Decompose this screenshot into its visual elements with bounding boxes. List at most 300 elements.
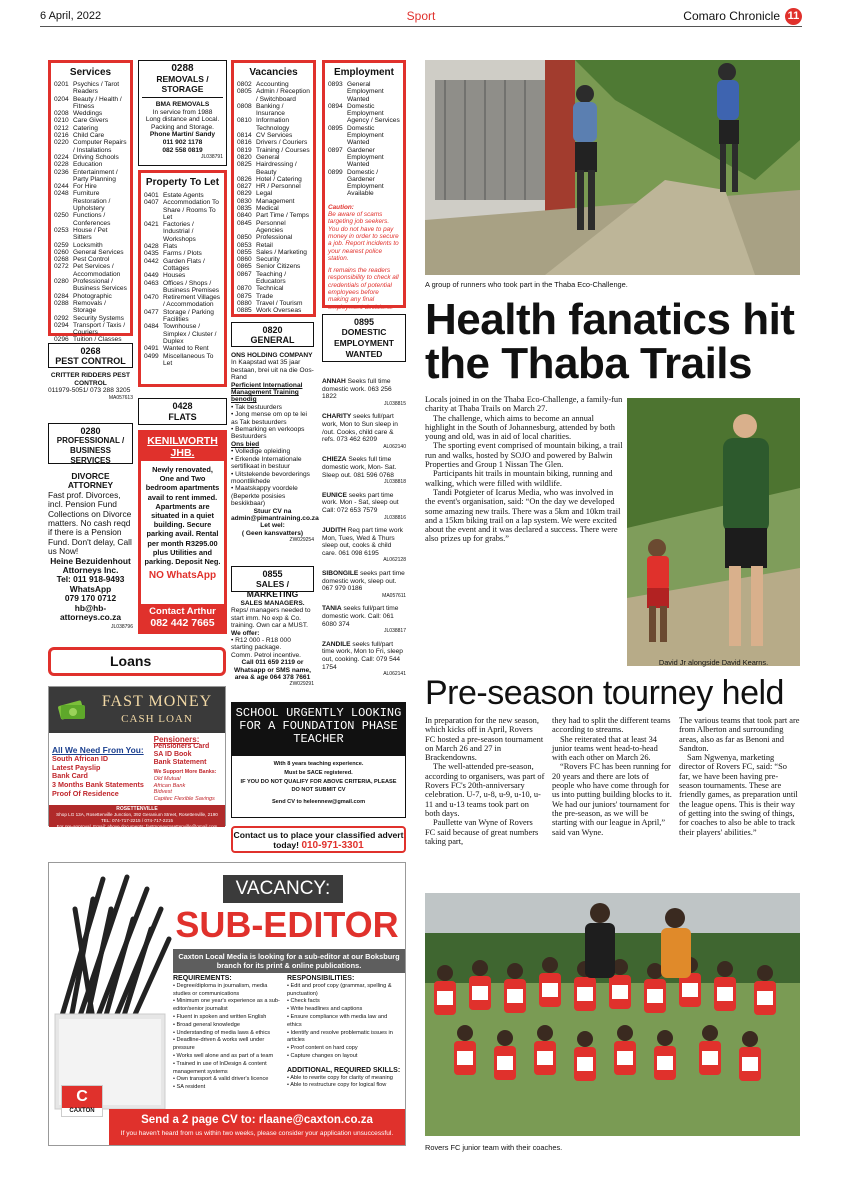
property-item — [144, 280, 221, 295]
contact-phone: 010-971-3301 — [301, 840, 364, 851]
vacancies-label: Teaching / Educators — [256, 270, 287, 286]
property-list — [144, 192, 221, 367]
kenilworth-phone: 082 442 7665 — [150, 617, 215, 629]
services-label: Photographic — [73, 292, 112, 300]
additional-list — [287, 1075, 403, 1091]
employment-label: Domestic / Gardener Employment Available — [347, 168, 384, 198]
domestic-title: DOMESTIC EMPLOYMENT WANTED — [334, 327, 394, 359]
player-head — [757, 965, 773, 981]
bank-item: African Bank — [153, 782, 186, 789]
services-label: Beauty / Health / Fitness — [73, 95, 122, 110]
ad-code: ZW029291 — [289, 681, 314, 688]
property-item — [144, 353, 221, 368]
removals-ad — [142, 101, 223, 154]
requirement-item: • Understanding of media laws & ethics — [173, 1029, 271, 1036]
services-item — [54, 263, 127, 278]
general-line: Perficient International Management Training benodig — [231, 381, 303, 404]
fast-money-footer — [49, 805, 225, 827]
responsibilities-title: RESPONSIBILITIES: — [287, 975, 355, 982]
responsibility-item: • Identify and resolve problematic issues in articles — [287, 1029, 393, 1044]
vacancy-note: If you haven't heard from us within two weeks, please consider your application unsuccessful. — [120, 1130, 394, 1137]
employment-item — [328, 169, 400, 198]
vacancies-code: 0819 — [237, 146, 252, 154]
paragraph: She reiterated that at least 34 junior teams went head-to-head with each other on March 26. — [552, 734, 658, 763]
paragraph: The challenge, which aims to become an annual highlight in the South of Johannesburg, attended by both young and old, was in aid of local charities. — [425, 413, 615, 442]
responsibility-item: • Check facts — [287, 998, 320, 1005]
pensioner-item: Bank Statement — [153, 759, 207, 766]
domestic-ad-name: EUNICE — [322, 491, 347, 499]
removals-line: In service from 1988 — [152, 108, 213, 116]
sales-box — [231, 566, 314, 599]
property-label: Miscellaneous To Let — [163, 352, 214, 367]
domestic-ad-name: ANNAH — [322, 378, 346, 385]
branch-email: For pre-approval, Email: above documents: fastmoneyrosettenville@gmail.com — [56, 824, 218, 829]
player-head — [617, 1025, 633, 1041]
property-item — [144, 192, 221, 199]
services-item — [54, 154, 127, 161]
services-code: 0296 — [54, 336, 69, 344]
property-item — [144, 272, 221, 279]
player-kit-stripe — [757, 991, 773, 1005]
services-code: 0250 — [54, 212, 69, 220]
need-item: South African ID — [52, 753, 109, 763]
vacancies-label: Legal — [256, 190, 273, 198]
vacancies-item — [237, 103, 310, 118]
school-line: With 8 years teaching experience. — [273, 761, 364, 767]
requirement-item: • SA resident — [173, 1084, 206, 1091]
general-line: ONS HOLDING COMPANY — [231, 352, 313, 359]
domestic-ad-text: Seeks full time domestic work, Mon- Sat. Sleep out. 081 596 0768 — [322, 456, 397, 479]
vacancies-code: 0810 — [237, 117, 252, 125]
employment-title: Employment — [333, 67, 394, 78]
vacancies-label: Professional — [256, 234, 293, 242]
property-code: 0477 — [144, 308, 159, 316]
vacancies-label: Accounting — [256, 81, 289, 88]
vacancies-item — [237, 139, 310, 146]
services-code: 0292 — [54, 314, 69, 322]
services-code: 0204 — [54, 95, 69, 103]
player-head — [437, 965, 453, 981]
vacancies-item — [237, 263, 310, 270]
property-label: Accommodation To Share / Rooms To Let — [163, 199, 219, 221]
services-label: Security Systems — [73, 314, 124, 322]
general-line: ( Geen kansvatters) — [241, 529, 304, 537]
property-label: Flats — [163, 243, 178, 251]
services-label: Pest Control — [73, 256, 110, 264]
page-number: 11 — [785, 8, 802, 25]
services-code: 0280 — [54, 278, 69, 286]
ad-code: AL062128 — [383, 557, 406, 564]
vacancies-code: 0865 — [237, 263, 252, 271]
property-item — [144, 221, 221, 243]
services-item — [54, 125, 127, 132]
vacancies-code: 0860 — [237, 256, 252, 264]
services-item — [54, 169, 127, 184]
caution-label: Caution: — [328, 203, 354, 211]
kenilworth-contact: Contact Arthur — [149, 606, 216, 617]
property-code: 0442 — [144, 257, 159, 265]
employment-label: Domestic Employment Agency / Services — [347, 102, 400, 125]
vacancies-label: Trade — [256, 292, 273, 300]
vacancies-list — [237, 81, 310, 315]
flats-num: 0428 — [172, 401, 193, 411]
vacancies-item — [237, 271, 310, 286]
player-kit-stripe — [702, 1051, 718, 1065]
general-line: • Erkende Internationale sertifikaat in bestuur — [231, 455, 302, 471]
additional-title: ADDITIONAL, REQUIRED SKILLS: — [287, 1066, 401, 1074]
services-code: 0228 — [54, 161, 69, 169]
services-code: 0212 — [54, 124, 69, 132]
services-code: 0294 — [54, 321, 69, 329]
general-line: • Bemarking en verkoops Bestuurders — [231, 426, 305, 441]
sales-title: SALES / MARKETING — [246, 579, 299, 599]
vacancies-code: 0830 — [237, 197, 252, 205]
domestic-ad-text: Seeks full time domestic work. 063 256 1822 — [322, 378, 392, 401]
domestic-ad-text: seeks part time domestic work, sleep out. 067 979 0186 — [322, 570, 405, 593]
story1-body — [425, 395, 625, 544]
story2-column-3 — [679, 716, 800, 837]
pencils-illustration — [53, 869, 173, 1109]
property-item — [144, 243, 221, 250]
vacancies-label: Travel / Tourism — [256, 299, 303, 307]
services-label: Locksmith — [73, 241, 103, 249]
divorce-firm: Heine Bezuidenhout Attorneys Inc. — [50, 555, 131, 576]
player-head — [742, 1031, 758, 1047]
vacancies-label: Banking / Insurance — [256, 102, 285, 118]
general-ad — [231, 352, 319, 545]
services-label: Driving Schools — [73, 153, 119, 161]
vacancies-item — [237, 234, 310, 241]
player-kit-stripe — [542, 983, 558, 997]
issue-date: 6 April, 2022 — [40, 10, 102, 22]
property-label: Wanted to Rent — [163, 345, 209, 353]
caxton-c-icon: C — [62, 1086, 102, 1108]
employment-code: 0895 — [328, 124, 343, 132]
fast-money-subtitle: CASH LOAN — [121, 713, 193, 725]
caxton-logo-text: CAXTON — [69, 1108, 95, 1114]
domestic-ad-text: seeks full/part time work, Mon to Fri, sleep out, cooking. Call: 079 544 1754 — [322, 640, 403, 671]
requirements-list — [173, 983, 285, 1092]
vacancies-code: 0880 — [237, 299, 252, 307]
services-list — [54, 81, 127, 344]
domestic-ad — [322, 605, 406, 635]
services-code: 0253 — [54, 226, 69, 234]
vacancies-item — [237, 285, 310, 292]
requirement-item: • Trained in use of InDesign & content management systems — [173, 1060, 267, 1075]
sales-num: 0855 — [262, 569, 283, 579]
services-code: 0284 — [54, 292, 69, 300]
general-line: • Jong mense om op te lei as Tak bestuurders — [231, 411, 307, 426]
property-item — [144, 345, 221, 352]
property-item — [144, 250, 221, 257]
vacancy-footer — [109, 1109, 405, 1145]
sales-line: Reps/ managers needed to start imm. No exp & Co. training. Own car a MUST. — [231, 607, 311, 630]
paragraph: Locals joined in on the Thaba Eco-Challenge, a family-fun charity at Thaba Trails on March 27. — [425, 395, 623, 414]
services-label: Catering — [73, 124, 98, 132]
team-photo — [425, 893, 800, 1136]
employment-list — [328, 81, 400, 198]
employment-item — [328, 81, 400, 103]
vacancies-item — [237, 154, 310, 161]
property-code: 0449 — [144, 272, 159, 280]
player-kit-stripe — [647, 989, 663, 1003]
sales-line: Call 011 659 2119 or Whatsapp or SMS name, area & age 064 378 7661 — [234, 659, 311, 682]
kenilworth-ad — [138, 430, 227, 634]
employment-label: Domestic Employment Wanted — [347, 124, 384, 147]
sales-line: We offer: — [231, 629, 260, 637]
vacancies-item — [237, 300, 310, 307]
banks-title: We Support More Banks: — [153, 769, 217, 775]
removals-line: Long distance and Local. — [145, 116, 220, 124]
services-title: Services — [69, 67, 112, 78]
vacancies-label: General — [256, 153, 280, 161]
vacancies-item — [237, 117, 310, 132]
ad-code: AL062141 — [383, 671, 406, 678]
property-code: 0491 — [144, 345, 159, 353]
kenilworth-title: KENILWORTH JHB. — [141, 433, 224, 461]
story2-column-1 — [425, 716, 545, 846]
vacancies-code: 0827 — [237, 183, 252, 191]
services-item — [54, 81, 127, 96]
vacancies-code: 0826 — [237, 175, 252, 183]
contact-banner — [231, 826, 406, 853]
responsibility-item: • Capture changes on layout — [287, 1052, 358, 1059]
player-head — [537, 1025, 553, 1041]
domestic-ad-name: ZANDILE — [322, 640, 351, 648]
property-label: Retirement Villages / Accommodation — [163, 294, 221, 309]
services-code: 0259 — [54, 241, 69, 249]
vacancies-code: 0853 — [237, 241, 252, 249]
domestic-ad-text: seeks full/part time domestic work. Call: 061 6080 374 — [322, 605, 399, 628]
fast-money-title: FAST MONEY — [101, 693, 213, 710]
vacancies-item — [237, 242, 310, 249]
removals-num: 0288 — [171, 63, 194, 74]
services-code: 0260 — [54, 248, 69, 256]
removals-title: REMOVALS / STORAGE — [142, 74, 223, 98]
vacancies-label: Technical — [256, 285, 284, 293]
vacancies-item — [237, 212, 310, 219]
school-line: IF YOU DO NOT QUALIFY FOR ABOVE CRITERIA, PLEASE DO NOT SUBMIT CV — [240, 778, 397, 794]
property-label: Storage / Parking Facilities — [163, 308, 214, 324]
paragraph: Participants hit trails in mountain biking, running and walking, which were filled with wildlife. — [425, 469, 613, 488]
runners-caption: A group of runners who took part in the Thaba Eco-Challenge. — [425, 280, 628, 289]
responsibilities — [287, 975, 403, 1090]
school-body — [232, 756, 405, 807]
services-label: Removals / Storage — [73, 299, 106, 315]
domestic-ad-text: seeks part time work. Mon - Sat, sleep out Call: 072 653 7579 — [322, 491, 399, 514]
services-label: Computer Repairs / Installations — [73, 139, 127, 154]
needs-list — [52, 755, 154, 799]
vacancies-code: 0825 — [237, 161, 252, 169]
property-item — [144, 294, 221, 309]
player-kit-stripe — [577, 987, 593, 1001]
player-kit-stripe — [742, 1057, 758, 1071]
general-line: • Tak bestuurders — [231, 403, 282, 411]
property-index — [138, 170, 227, 387]
player-head — [457, 1025, 473, 1041]
player-head — [507, 963, 523, 979]
services-item — [54, 227, 127, 242]
need-item: Bank Card — [52, 771, 88, 781]
vacancies-item — [237, 293, 310, 300]
pest-phone: 011979-5051/ 073 288 3205 — [48, 387, 131, 395]
property-item — [144, 323, 221, 345]
requirement-item: • Own transport & valid driver's licence — [173, 1076, 269, 1083]
header-rule — [40, 26, 802, 27]
fast-money-banner — [49, 687, 225, 733]
property-label: Houses — [163, 272, 186, 280]
needs-title: All We Need From You: — [52, 745, 144, 755]
general-line: • Uitstekende bevorderings moontlikhede — [231, 470, 310, 485]
services-label: Education — [73, 161, 103, 169]
vacancies-label: Training / Courses — [256, 146, 310, 154]
need-item: Proof Of Residence — [52, 788, 119, 798]
vacancies-label: Medical — [256, 205, 279, 213]
ad-code: AL062140 — [383, 443, 406, 450]
property-label: Farms / Plots — [163, 250, 202, 258]
vacancies-item — [237, 183, 310, 190]
fast-money-ad — [48, 686, 226, 829]
story2-column-2 — [552, 716, 672, 837]
cash-icon — [57, 697, 87, 723]
story2-headline: Pre-season tourney held — [425, 674, 784, 712]
services-item — [54, 183, 127, 190]
services-label: Child Care — [73, 132, 105, 140]
property-item — [144, 309, 221, 324]
school-line: Must be SACE registered. — [284, 769, 353, 776]
general-line: • Maatskappy voordele (Beperkte posisies beskikbaar) — [231, 485, 298, 508]
vacancies-item — [237, 147, 310, 154]
employment-index — [322, 60, 406, 311]
services-item — [54, 110, 127, 117]
responsibility-item: • Proof content on hard copy — [287, 1045, 358, 1052]
services-code: 0201 — [54, 81, 69, 88]
vacancies-code: 0814 — [237, 132, 252, 140]
domestic-ad — [322, 492, 406, 522]
property-code: 0435 — [144, 250, 159, 258]
responsibilities-list — [287, 983, 403, 1061]
story1-headline: Health fanatics hit the Thaba Trails — [425, 295, 795, 388]
kenilworth-body: Newly renovated, One and Two bedroom apartments avail to rent immed. Apartments are situated in a quiet building. Secure parking avail. Rental per month R3295.00 plus Utilities and parking. Deposit Neg. — [144, 465, 221, 567]
ad-code: JL038817 — [384, 628, 406, 635]
caution-text: Be aware of scams targeting job seekers. You do not have to pay money in order to secure a job. Report incidents to your nearest police station. — [328, 211, 399, 262]
services-code: 0236 — [54, 168, 69, 176]
additional-skill-item: • Able to rewrite copy for clarity of meaning — [287, 1074, 393, 1081]
services-index — [48, 60, 133, 344]
services-item — [54, 190, 127, 212]
vacancies-code: 0805 — [237, 88, 252, 96]
domestic-ad-name: SIBONGILE — [322, 570, 359, 578]
employment-code: 0893 — [328, 81, 343, 88]
player-kit-stripe — [507, 989, 523, 1003]
ad-code: ZW029254 — [289, 537, 314, 544]
vacancies-item — [237, 176, 310, 183]
vacancies-label: Retail — [256, 241, 273, 249]
pest-control-box — [48, 343, 133, 368]
property-label: Estate Agents — [163, 192, 204, 199]
property-item — [144, 258, 221, 273]
kearns-caption: David Jr alongside David Kearns. — [658, 658, 769, 667]
paragraph: The sporting event comprised of mountain biking, a trail run and walks, hosted by SOJO and powered by Balwin Properties and Group 1 Nissan The Glen. — [425, 441, 623, 470]
vacancies-code: 0840 — [237, 212, 252, 220]
vacancies-code: 0802 — [237, 81, 252, 88]
services-label: Professional / Business Services — [73, 278, 127, 293]
paragraph: In preparation for the new season, which kicks off in April, Rovers FC hosted a pre-season tournament on March 26 and 27 in Brackendowns. — [425, 716, 544, 763]
fast-money-pensioners — [154, 736, 222, 805]
general-line: Stuur CV na admin@pimantraining.co.za — [231, 507, 319, 522]
pensioner-item: SA ID Book — [153, 751, 192, 758]
domestic-ad-name: JUDITH — [322, 527, 346, 535]
vacancies-title: Vacancies — [249, 67, 298, 78]
services-item — [54, 256, 127, 263]
services-code: 0272 — [54, 263, 69, 271]
player-kit-stripe — [537, 1051, 553, 1065]
vacancy-top: VACANCY: — [223, 875, 343, 903]
responsibility-item: • Edit and proof copy (grammar, spelling & punctuation) — [287, 982, 392, 997]
vacancies-code: 0820 — [237, 153, 252, 161]
vacancies-code: 0870 — [237, 285, 252, 293]
ad-code: MA057611 — [382, 592, 406, 599]
vacancies-label: Management — [256, 197, 295, 205]
property-code: 0470 — [144, 294, 159, 302]
vacancies-label: CV Services — [256, 132, 293, 140]
requirement-item: • Works well alone and as part of a team — [173, 1052, 274, 1059]
domestic-num: 0895 — [353, 317, 375, 327]
removals-line: Phone Martin/ Sandy — [149, 131, 216, 139]
ad-code: JL038816 — [384, 514, 406, 521]
loans-title: Loans — [110, 653, 152, 669]
responsibility-item: • Write headlines and captions — [287, 1006, 363, 1013]
general-num: 0820 — [262, 325, 283, 335]
services-label: Entertainment / Party Planning — [73, 168, 118, 183]
sales-ad — [231, 600, 314, 689]
divorce-tel: Tel: 011 918-9493 — [56, 574, 125, 585]
vacancies-label: Hotel / Catering — [256, 175, 302, 183]
domestic-ad-text: seeks full/part work, Mon to Sun sleep in /out. Cooks, child care & refs. 073 462 6209 — [322, 413, 398, 444]
player-head — [577, 1031, 593, 1047]
general-line: Let wel: — [260, 522, 285, 530]
services-label: Weddings — [73, 110, 103, 118]
paragraph: Sam Ngwenya, marketing director of Rovers FC, said: “So far, we have been having pre-season tournaments. These are friendly games, as preparation until the league opens. This is their way of getting into the swing of things, for coaches to also be able to track their players' abilities.” — [679, 753, 798, 837]
vacancies-code: 0850 — [237, 234, 252, 242]
vacancies-code: 0875 — [237, 292, 252, 300]
player-kit-stripe — [657, 1056, 673, 1070]
sub-editor-ad — [48, 862, 406, 1146]
property-title: Property To Let — [145, 177, 220, 188]
vacancies-item — [237, 205, 310, 212]
ad-code: JL038818 — [384, 479, 406, 486]
paragraph: The various teams that took part are from Alberton and surrounding areas, also as far as Benoni and Sandton. — [679, 716, 800, 753]
employment-code: 0897 — [328, 146, 343, 154]
divorce-whatsapp-label: WhatsApp — [69, 583, 112, 594]
school-title: SCHOOL URGENTLY LOOKING FOR A FOUNDATION PHASE TEACHER — [232, 703, 405, 756]
flats-box — [138, 398, 227, 425]
services-label: Psychics / Tarot Readers — [73, 81, 120, 96]
player-kit-stripe — [617, 1051, 633, 1065]
bank-item: Old Mutual — [153, 776, 181, 782]
services-label: For Hire — [73, 183, 97, 191]
divorce-heading: DIVORCE ATTORNEY — [67, 471, 114, 491]
requirement-item: • Broad general knowledge — [173, 1021, 240, 1028]
domestic-ad-name: CHARITY — [322, 413, 352, 421]
vacancies-code: 0829 — [237, 190, 252, 198]
vacancies-item — [237, 249, 310, 256]
services-code: 0268 — [54, 256, 69, 264]
services-item — [54, 249, 127, 256]
services-code: 0288 — [54, 299, 69, 307]
player-kit-stripe — [682, 983, 698, 997]
vacancies-item — [237, 198, 310, 205]
